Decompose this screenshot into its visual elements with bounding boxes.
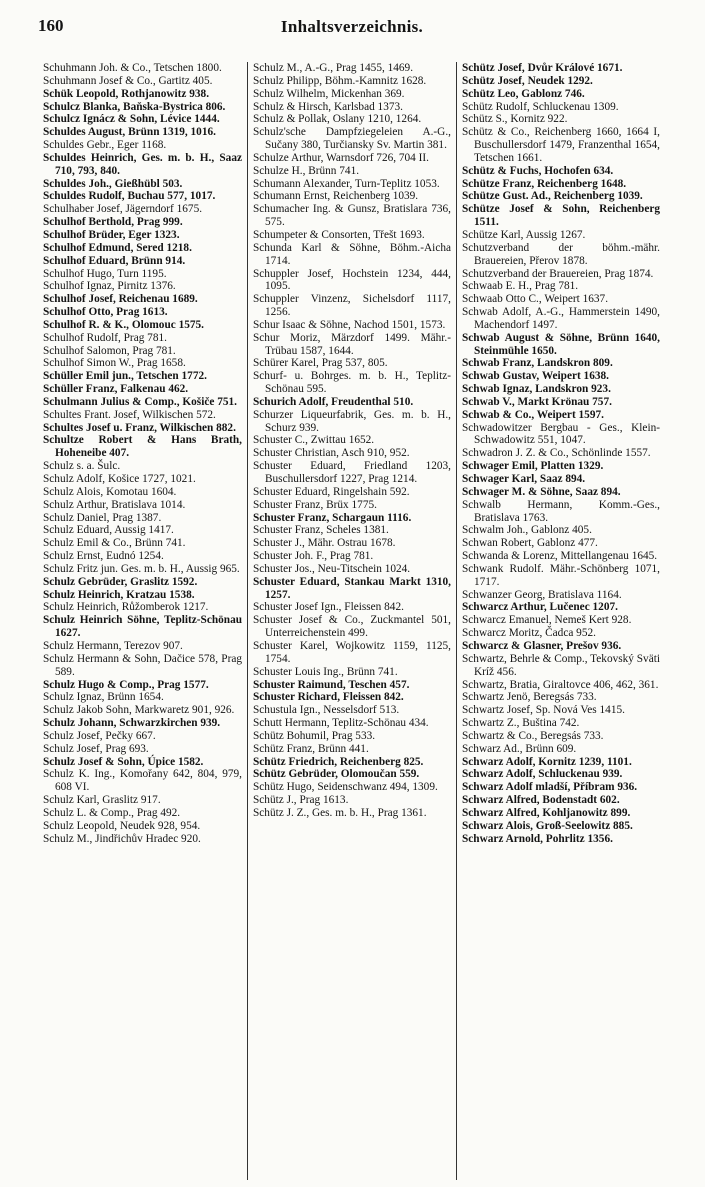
index-entry: Schulhof Edmund, Sered 1218.	[43, 241, 192, 254]
index-entry: Schwartz & Co., Beregsás 733.	[462, 729, 604, 742]
index-entry: Schütz Friedrich, Reichenberg 825.	[253, 755, 424, 768]
page-number: 160	[38, 16, 64, 35]
index-entry: Schulz M., A.-G., Prag 1455, 1469.	[253, 62, 414, 74]
index-entry: Schumpeter & Consorten, Třešt 1693.	[253, 228, 425, 241]
index-entry: Schwadowitzer Bergbau - Ges., Klein-Schwadowitz 551, 1047.	[462, 421, 660, 447]
index-entry: Schwartz, Behrle & Comp., Tekovský Sväti Kríž 456.	[462, 652, 660, 678]
index-columns	[38, 62, 668, 1180]
index-entry: Schwank Rudolf. Mähr.-Schönberg 1071, 1717.	[462, 562, 660, 588]
index-entry: Schwab August & Söhne, Brünn 1640, Steinmühle 1650.	[462, 331, 660, 357]
index-entry: Schütz Gebrüder, Olomoučan 559.	[253, 768, 420, 781]
index-entry: Schulhof Otto, Prag 1613.	[43, 306, 168, 319]
index-entry: Schurf- u. Bohrges. m. b. H., Teplitz-Schönau 595.	[253, 370, 451, 396]
index-entry: Schulz Emil & Co., Brünn 741.	[43, 537, 186, 550]
index-entry: Schuhmann Josef & Co., Gartitz 405.	[43, 74, 213, 87]
index-column-1	[38, 62, 247, 1180]
index-entry: Schütze Gust. Ad., Reichenberg 1039.	[462, 190, 643, 203]
index-entry: Schütz Josef, Neudek 1292.	[462, 74, 593, 87]
index-entry: Schütz Rudolf, Schluckenau 1309.	[462, 100, 619, 113]
index-entry: Schuster Franz, Schargaun 1116.	[253, 511, 412, 524]
index-entry: Schuster Richard, Fleissen 842.	[253, 691, 404, 704]
index-entry: Schulhaber Josef, Jägerndorf 1675.	[43, 203, 203, 216]
index-entry: Schulz Adolf, Košice 1727, 1021.	[43, 473, 196, 485]
index-entry: Schur Isaac & Söhne, Nachod 1501, 1573.	[253, 318, 446, 331]
index-entry: Schütz Josef, Dvůr Králové 1671.	[462, 62, 623, 74]
index-entry: Schütze Franz, Reichenberg 1648.	[462, 177, 627, 190]
index-entry: Schwarz Adolf, Schluckenau 939.	[462, 768, 623, 781]
index-entry: Schuldes Gebr., Eger 1168.	[43, 139, 167, 152]
index-entry: Schumacher Ing. & Gunsz, Bratislara 736, 575.	[253, 203, 451, 229]
index-entry: Schuldes August, Brünn 1319, 1016.	[43, 126, 216, 139]
index-entry: Schulz Ernst, Eudnó 1254.	[43, 550, 164, 563]
index-entry: Schuster Louis Ing., Brünn 741.	[253, 665, 398, 678]
index-entry: Schwarcz & Glasner, Prešov 936.	[462, 639, 622, 652]
index-entry: Schuster Jos., Neu-Titschein 1024.	[253, 562, 411, 575]
index-entry: Schulz Arthur, Bratislava 1014.	[43, 498, 186, 511]
index-entry: Schuppler Vinzenz, Sichelsdorf 1117, 1256.	[253, 293, 451, 319]
index-entry: Schwarz Arnold, Pohrlitz 1356.	[462, 832, 613, 845]
index-entry: Schwab Gustav, Weipert 1638.	[462, 370, 609, 383]
index-entry: Schuldes Rudolf, Buchau 577, 1017.	[43, 190, 216, 203]
index-entry: Schuster Franz, Brüx 1775.	[253, 498, 377, 511]
index-entry: Schulhof Josef, Reichenau 1689.	[43, 293, 198, 306]
index-entry: Schurzer Liqueurfabrik, Ges. m. b. H., Schurz 939.	[253, 408, 451, 434]
index-entry: Schwarz Adolf, Kornitz 1239, 1101.	[462, 755, 632, 768]
index-entry: Schuldes Heinrich, Ges. m. b. H., Saaz 710, 793, 840.	[43, 151, 242, 177]
index-entry: Schwan Robert, Gablonz 477.	[462, 537, 598, 550]
index-entry: Schulmann Julius & Comp., Košiče 751.	[43, 395, 237, 408]
index-entry: Schulcz Ignácz & Sohn, Lévice 1444.	[43, 113, 220, 126]
index-entry: Schulz Ignaz, Brünn 1654.	[43, 691, 164, 704]
index-entry: Schwab Adolf, A.-G., Hammerstein 1490, Machendorf 1497.	[462, 306, 660, 331]
index-entry: Schuppler Josef, Hochstein 1234, 444, 1095.	[253, 267, 451, 293]
index-entry: Schwartz, Bratia, Giraltovce 406, 462, 361.	[462, 678, 659, 691]
index-entry: Schulz s. a. Šulc.	[43, 460, 121, 473]
index-entry: Schur Moriz, Märzdorf 1499. Mähr.-Trübau 1587, 1644.	[253, 331, 451, 357]
index-entry: Schuster Eduard, Stankau Markt 1310, 1257.	[253, 575, 451, 601]
page-header	[32, 14, 672, 40]
index-entry: Schulhof Berthold, Prag 999.	[43, 216, 183, 229]
index-entry: Schuster Josef Ign., Fleissen 842.	[253, 601, 404, 614]
index-entry: Schuster Karel, Wojkowitz 1159, 1125, 1754.	[253, 639, 451, 665]
index-entry: Schulz Josef & Sohn, Úpice 1582.	[43, 755, 204, 768]
index-entry: Schulz Wilhelm, Mickenhan 369.	[253, 87, 405, 100]
index-entry: Schulz Leopold, Neudek 928, 954.	[43, 819, 201, 832]
index-entry: Schütz J. Z., Ges. m. b. H., Prag 1361.	[253, 806, 427, 819]
index-entry: Schwab Ignaz, Landskron 923.	[462, 383, 611, 396]
index-entry: Schütz & Co., Reichenberg 1660, 1664 I, Buschullersdorf 1479, Franzenthal 1654, Tetschen 1661.	[462, 126, 660, 164]
index-entry: Schulz Hermann, Terezov 907.	[43, 639, 183, 652]
index-entry: Schütze Karl, Aussig 1267.	[462, 228, 586, 241]
index-entry: Schustula Ign., Nesselsdorf 513.	[253, 704, 400, 717]
index-entry: Schumann Alexander, Turn-Teplitz 1053.	[253, 177, 440, 190]
index-entry: Schultes Frant. Josef, Wilkischen 572.	[43, 408, 216, 421]
index-entry: Schütz & Fuchs, Hochofen 634.	[462, 164, 614, 177]
index-entry: Schwager M. & Söhne, Saaz 894.	[462, 485, 621, 498]
index-entry: Schultes Josef u. Franz, Wilkischen 882.	[43, 421, 236, 434]
index-entry: Schulz Josef, Prag 693.	[43, 742, 149, 755]
index-entry: Schulz Alois, Komotau 1604.	[43, 485, 177, 498]
index-entry: Schwarz Ad., Brünn 609.	[462, 742, 577, 755]
index-column-3	[456, 62, 665, 1180]
index-entry: Schuster Josef & Co., Zuckmantel 501, Unterreichenstein 499.	[253, 614, 451, 640]
index-entry: Schulz Fritz jun. Ges. m. b. H., Aussig 965.	[43, 562, 240, 575]
index-entry: Schulhof R. & K., Olomouc 1575.	[43, 318, 204, 331]
index-entry: Schuster J., Mähr. Ostrau 1678.	[253, 537, 396, 550]
index-column-2	[247, 62, 456, 1180]
index-entry: Schulhof Ignaz, Pirnitz 1376.	[43, 280, 176, 293]
index-entry: Schwartz Jenö, Beregsás 733.	[462, 691, 597, 704]
index-entry: Schulz Hermann & Sohn, Dačice 578, Prag 589.	[43, 652, 242, 678]
index-entry: Schuster Eduard, Friedland 1203, Buschullersdorf 1227, Prag 1214.	[253, 460, 451, 485]
index-entry: Schulz Heinrich, Růžomberok 1217.	[43, 601, 209, 614]
index-entry: Schwartz Josef, Sp. Nová Ves 1415.	[462, 704, 625, 717]
index-entry: Schulz L. & Comp., Prag 492.	[43, 806, 181, 819]
index-entry: Schwarz Adolf mladší, Příbram 936.	[462, 781, 638, 794]
index-entry: Schwarcz Moritz, Čadca 952.	[462, 627, 596, 640]
index-entry: Schwab & Co., Weipert 1597.	[462, 408, 604, 421]
page-title: Inhaltsverzeichnis.	[280, 17, 424, 36]
index-entry: Schütz Hugo, Seidenschwanz 494, 1309.	[253, 781, 438, 794]
index-entry: Schutzverband der Brauereien, Prag 1874.	[462, 267, 654, 280]
index-entry: Schwanda & Lorenz, Mittellangenau 1645.	[462, 550, 658, 563]
index-entry: Schüller Franz, Falkenau 462.	[43, 383, 189, 396]
index-entry: Schulz Josef, Pečky 667.	[43, 729, 156, 742]
index-entry: Schulz Hugo & Comp., Prag 1577.	[43, 678, 209, 691]
index-entry: Schutzverband der böhm.-mähr. Brauereien, Přerov 1878.	[462, 241, 660, 267]
index-entry: Schwarcz Emanuel, Nemeš Kert 928.	[462, 614, 632, 627]
index-entry: Schulz Philipp, Böhm.-Kamnitz 1628.	[253, 74, 427, 87]
index-entry: Schuster Eduard, Ringelshain 592.	[253, 485, 410, 498]
index-entry: Schwaab Otto C., Weipert 1637.	[462, 293, 609, 306]
index-entry: Schuster Christian, Asch 910, 952.	[253, 447, 410, 460]
index-entry: Schwager Karl, Saaz 894.	[462, 473, 586, 485]
index-entry: Schütz Bohumil, Prag 533.	[253, 729, 376, 742]
index-entry: Schulz & Pollak, Oslany 1210, 1264.	[253, 113, 422, 126]
index-entry: Schulz Heinrich Söhne, Teplitz-Schönau 1627.	[43, 614, 242, 640]
index-entry: Schwartz Z., Buština 742.	[462, 717, 580, 730]
index-entry: Schulz'sche Dampfziegeleien A.-G., Sučany 380, Turčiansky Sv. Martin 381.	[253, 126, 451, 152]
index-entry: Schulz M., Jindřichův Hradec 920.	[43, 832, 201, 845]
index-entry: Schulze H., Brünn 741.	[253, 164, 360, 177]
index-entry: Schwarz Alois, Groß-Seelowitz 885.	[462, 819, 633, 832]
index-entry: Schutt Hermann, Teplitz-Schönau 434.	[253, 717, 429, 730]
index-entry: Schuhmann Joh. & Co., Tetschen 1800.	[43, 62, 222, 74]
index-entry: Schwarz Alfred, Kohljanowitz 899.	[462, 806, 631, 819]
index-entry: Schwab V., Markt Krönau 757.	[462, 395, 612, 408]
index-entry: Schüller Emil jun., Tetschen 1772.	[43, 370, 207, 383]
index-entry: Schulhof Eduard, Brünn 914.	[43, 254, 186, 267]
index-entry: Schulz Daniel, Prag 1387.	[43, 511, 162, 524]
index-entry: Schwadron J. Z. & Co., Schönlinde 1557.	[462, 447, 651, 460]
index-entry: Schütz Leo, Gablonz 746.	[462, 87, 585, 100]
index-entry: Schwalb Hermann, Komm.-Ges., Bratislava 1763.	[462, 498, 660, 524]
index-entry: Schuster Raimund, Teschen 457.	[253, 678, 410, 691]
index-entry: Schulz Eduard, Aussig 1417.	[43, 524, 174, 537]
index-entry: Schuldes Joh., Gießhübl 503.	[43, 177, 183, 190]
index-entry: Schulze Arthur, Warnsdorf 726, 704 II.	[253, 151, 430, 164]
index-entry: Schulhof Rudolf, Prag 781.	[43, 331, 167, 344]
index-entry: Schulcz Blanka, Baňska-Bystrica 806.	[43, 100, 226, 113]
index-entry: Schürer Karel, Prag 537, 805.	[253, 357, 388, 370]
index-entry: Schulhof Simon W., Prag 1658.	[43, 357, 186, 370]
index-entry: Schütze Josef & Sohn, Reichenberg 1511.	[462, 203, 660, 229]
index-entry: Schulz Heinrich, Kratzau 1538.	[43, 588, 195, 601]
index-entry: Schütz S., Kornitz 922.	[462, 113, 568, 126]
index-entry: Schwager Emil, Platten 1329.	[462, 460, 604, 473]
index-entry: Schunda Karl & Söhne, Böhm.-Aicha 1714.	[253, 241, 451, 267]
index-entry: Schük Leopold, Rothjanowitz 938.	[43, 87, 210, 100]
index-entry: Schuster Joh. F., Prag 781.	[253, 550, 374, 563]
index-entry: Schwab Franz, Landskron 809.	[462, 357, 613, 370]
index-entry: Schumann Ernst, Reichenberg 1039.	[253, 190, 419, 203]
index-entry: Schwanzer Georg, Bratislava 1164.	[462, 588, 622, 601]
index-entry: Schulz Johann, Schwarzkirchen 939.	[43, 717, 221, 730]
index-entry: Schwalm Joh., Gablonz 405.	[462, 524, 592, 537]
index-entry: Schulhof Hugo, Turn 1195.	[43, 267, 167, 280]
index-entry: Schulz & Hirsch, Karlsbad 1373.	[253, 100, 403, 113]
index-entry: Schütz J., Prag 1613.	[253, 794, 349, 807]
index-entry: Schultze Robert & Hans Brath, Hoheneibe 407.	[43, 434, 242, 460]
index-entry: Schulz K. Ing., Komořany 642, 804, 979, 608 VI.	[43, 768, 242, 794]
index-entry: Schuster C., Zwittau 1652.	[253, 434, 375, 447]
index-entry: Schulz Karl, Graslitz 917.	[43, 794, 161, 807]
index-entry: Schurich Adolf, Freudenthal 510.	[253, 395, 414, 408]
index-entry: Schulhof Brüder, Eger 1323.	[43, 228, 180, 241]
index-entry: Schulz Gebrüder, Graslitz 1592.	[43, 575, 198, 588]
index-entry: Schulz Jakob Sohn, Markwaretz 901, 926.	[43, 704, 235, 717]
index-entry: Schwarz Alfred, Bodenstadt 602.	[462, 794, 620, 807]
index-entry: Schütz Franz, Brünn 441.	[253, 742, 369, 755]
index-entry: Schwaab E. H., Prag 781.	[462, 280, 579, 293]
index-entry: Schuster Franz, Scheles 1381.	[253, 524, 389, 537]
index-entry: Schwarcz Arthur, Lučenec 1207.	[462, 601, 618, 614]
index-entry: Schulhof Salomon, Prag 781.	[43, 344, 176, 357]
